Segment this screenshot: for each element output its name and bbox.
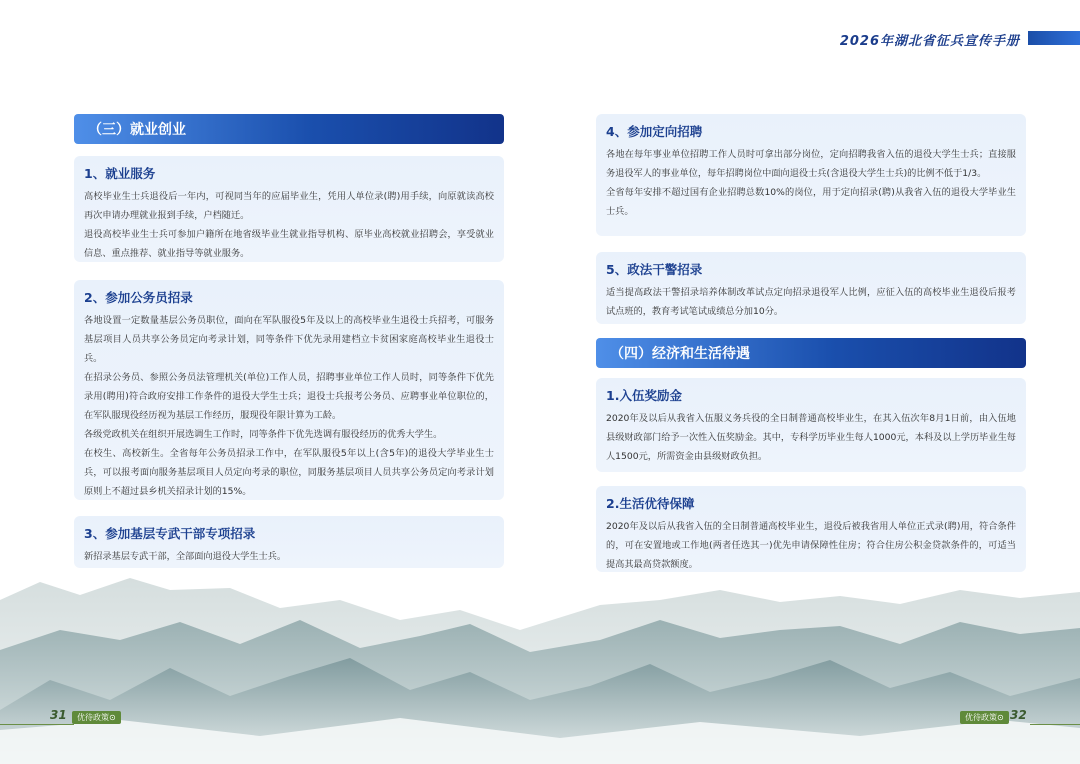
paragraph: 2020年及以后从我省入伍服义务兵役的全日制普通高校毕业生，在其入伍次年8月1日前，由入伍地县级财政部门给予一次性入伍奖励金。其中，专科学历毕业生每人1000元，本科及以上学历毕业生每人1500元，所需资金由县级财政负担。 (606, 413, 1016, 462)
paragraph: 各地设置一定数量基层公务员职位，面向在军队服役5年及以上的高校毕业生退役士兵招考，可服务基层项目人员共享公务员定向考录计划，同等条件下优先录用建档立卡贫困家庭高校毕业生退役士兵。 (84, 315, 494, 364)
block-employment-service (74, 156, 504, 262)
block-enlistment-bonus (596, 378, 1026, 472)
block-title: 1、就业服务 (84, 166, 156, 181)
paragraph: 适当提高政法干警招录培养体制改革试点定向招录退役军人比例，应征入伍的高校毕业生退役后报考试点班的，教育考试笔试成绩总分加10分。 (606, 287, 1016, 317)
header-title: 2026年湖北省征兵宣传手册 (839, 34, 1020, 49)
header-accent-bar (1028, 31, 1080, 45)
mountain-landscape-illustration (0, 560, 1080, 764)
block-title: 1.入伍奖励金 (606, 388, 682, 403)
right-column (596, 114, 1026, 572)
paragraph: 各地在每年事业单位招聘工作人员时可拿出部分岗位，定向招聘我省入伍的退役大学生士兵；直接服务退役军人的事业单位，每年招聘岗位中面向退役士兵(含退役大学生士兵)的比例不低于1/3。 (606, 149, 1016, 179)
footer-line-left (0, 724, 74, 725)
paragraph: 全省每年安排不超过国有企业招聘总数10%的岗位，用于定向招录(聘)从我省入伍的退役大学毕业生士兵。 (606, 187, 1016, 217)
paragraph: 高校毕业生士兵退役后一年内，可视同当年的应届毕业生，凭用人单位录(聘)用手续，向原就读高校再次申请办理就业报到手续，户档随迁。 (84, 191, 494, 221)
block-directed-recruitment (596, 114, 1026, 236)
block-title: 2、参加公务员招录 (84, 290, 193, 305)
block-civil-service (74, 280, 504, 500)
page-number-left: 31 (50, 708, 67, 722)
paragraph: 新招录基层专武干部，全部面向退役大学生士兵。 (84, 551, 287, 562)
page-number-right: 32 (1010, 708, 1027, 722)
footer-line-right (1030, 724, 1080, 725)
paragraph: 在校生、高校新生。全省每年公务员招录工作中，在军队服役5年以上(含5年)的退役大学毕业生士兵，可以报考面向服务基层项目人员定向考录的职位，同服务基层项目人员共享公务员定向考录计划原则上不超过县乡机关招录计划的15%。 (84, 448, 494, 497)
left-column (74, 114, 504, 568)
footer-tag-left: 优待政策⊙ (72, 711, 121, 724)
section-header-economic: （四）经济和生活待遇 (596, 338, 1026, 368)
block-police-recruitment (596, 252, 1026, 324)
paragraph: 2020年及以后从我省入伍的全日制普通高校毕业生，退役后被我省用人单位正式录(聘)用，符合条件的，可在安置地或工作地(两者任选其一)优先申请保障性住房；符合住房公积金贷款条件的，可适当提高其最高贷款额度。 (606, 521, 1016, 570)
paragraph: 在招录公务员、参照公务员法管理机关(单位)工作人员，招聘事业单位工作人员时，同等条件下优先录用(聘用)符合政府安排工作条件的退役大学生士兵；退役士兵报考公务员、应聘事业单位职位的，在军队服现役经历视为基层工作经历，服现役年限计算为工龄。 (84, 372, 494, 421)
block-title: 2.生活优待保障 (606, 496, 695, 511)
section-header-employment: （三）就业创业 (74, 114, 504, 144)
footer-tag-right: 优待政策⊙ (960, 711, 1009, 724)
block-title: 3、参加基层专武干部专项招录 (84, 526, 256, 541)
paragraph: 各级党政机关在组织开展选调生工作时，同等条件下优先选调有服役经历的优秀大学生。 (84, 429, 443, 440)
block-title: 5、政法干警招录 (606, 262, 703, 277)
block-title: 4、参加定向招聘 (606, 124, 703, 139)
paragraph: 退役高校毕业生士兵可参加户籍所在地省级毕业生就业指导机构、原毕业高校就业招聘会，享受就业信息、重点推荐、就业指导等就业服务。 (84, 229, 494, 259)
